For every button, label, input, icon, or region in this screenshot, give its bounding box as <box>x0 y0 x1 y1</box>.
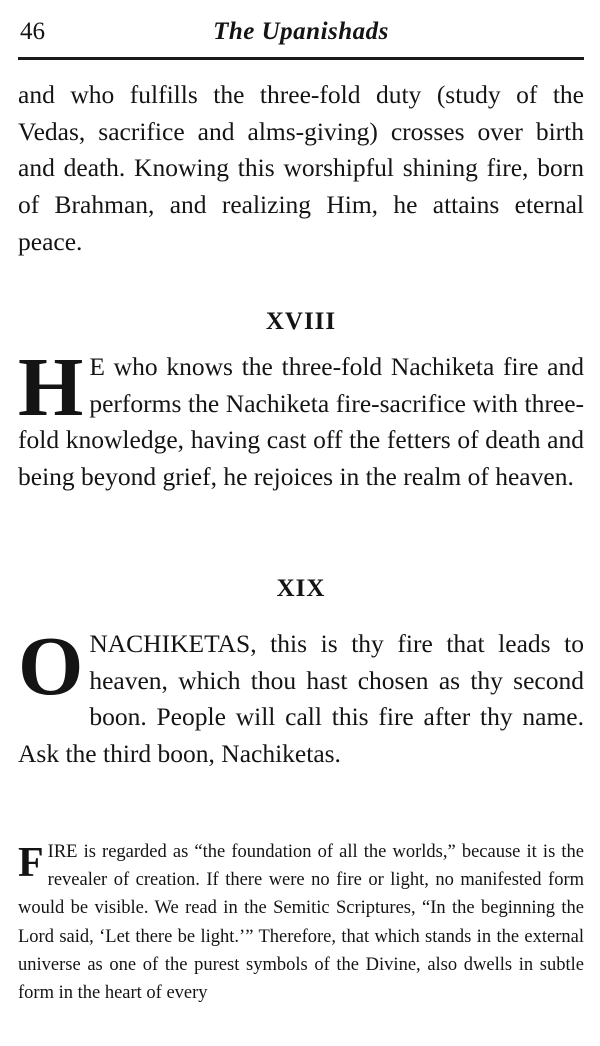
commentary-paragraph <box>18 838 584 1007</box>
header-rule <box>18 57 584 60</box>
verse-18-paragraph <box>18 341 584 496</box>
page-number: 46 <box>20 18 45 45</box>
page-header <box>18 14 584 54</box>
verse-18-text: E who knows the three-fold Nachiketa fire and performs the Nachiketa fire-sacrifice with three-fold knowledge, having cast off the fetters of death and being beyond grief, he rejoices in the realm of heaven. <box>18 352 584 492</box>
verse-18-heading: XVIII <box>265 308 337 335</box>
verse-19-heading: XIX <box>276 575 326 602</box>
verse-17-continuation: and who fulfills the three-fold duty (study of the Vedas, sacrifice and alms-giving) crosses over birth and death. Knowing this worshipful shining fire, born of Brahman, and realizing Him, he attains eternal peace. <box>18 80 584 256</box>
running-title: The Upanishads <box>213 18 389 45</box>
drop-cap: O <box>18 620 84 713</box>
drop-cap: F <box>18 840 44 886</box>
commentary-text: IRE is regarded as “the foundation of all the worlds,” because it is the revealer of creation. If there were no fire or light, no manifested form would be visible. We read in the Semitic Scriptures, “In the beginning the Lord said, ‘Let there be light.’” Therefore, that which stands in the external universe as one of the purest symbols of the Divine, also dwells in subtle form in the heart of every <box>18 842 584 1004</box>
verse-19-paragraph <box>18 620 584 773</box>
drop-cap: H <box>18 341 84 434</box>
verse-19-text: NACHIKETAS, this is thy fire that leads to heaven, which thou hast chosen as thy second boon. People will call this fire after thy name. Ask the third boon, Nachiketas. <box>18 629 584 769</box>
